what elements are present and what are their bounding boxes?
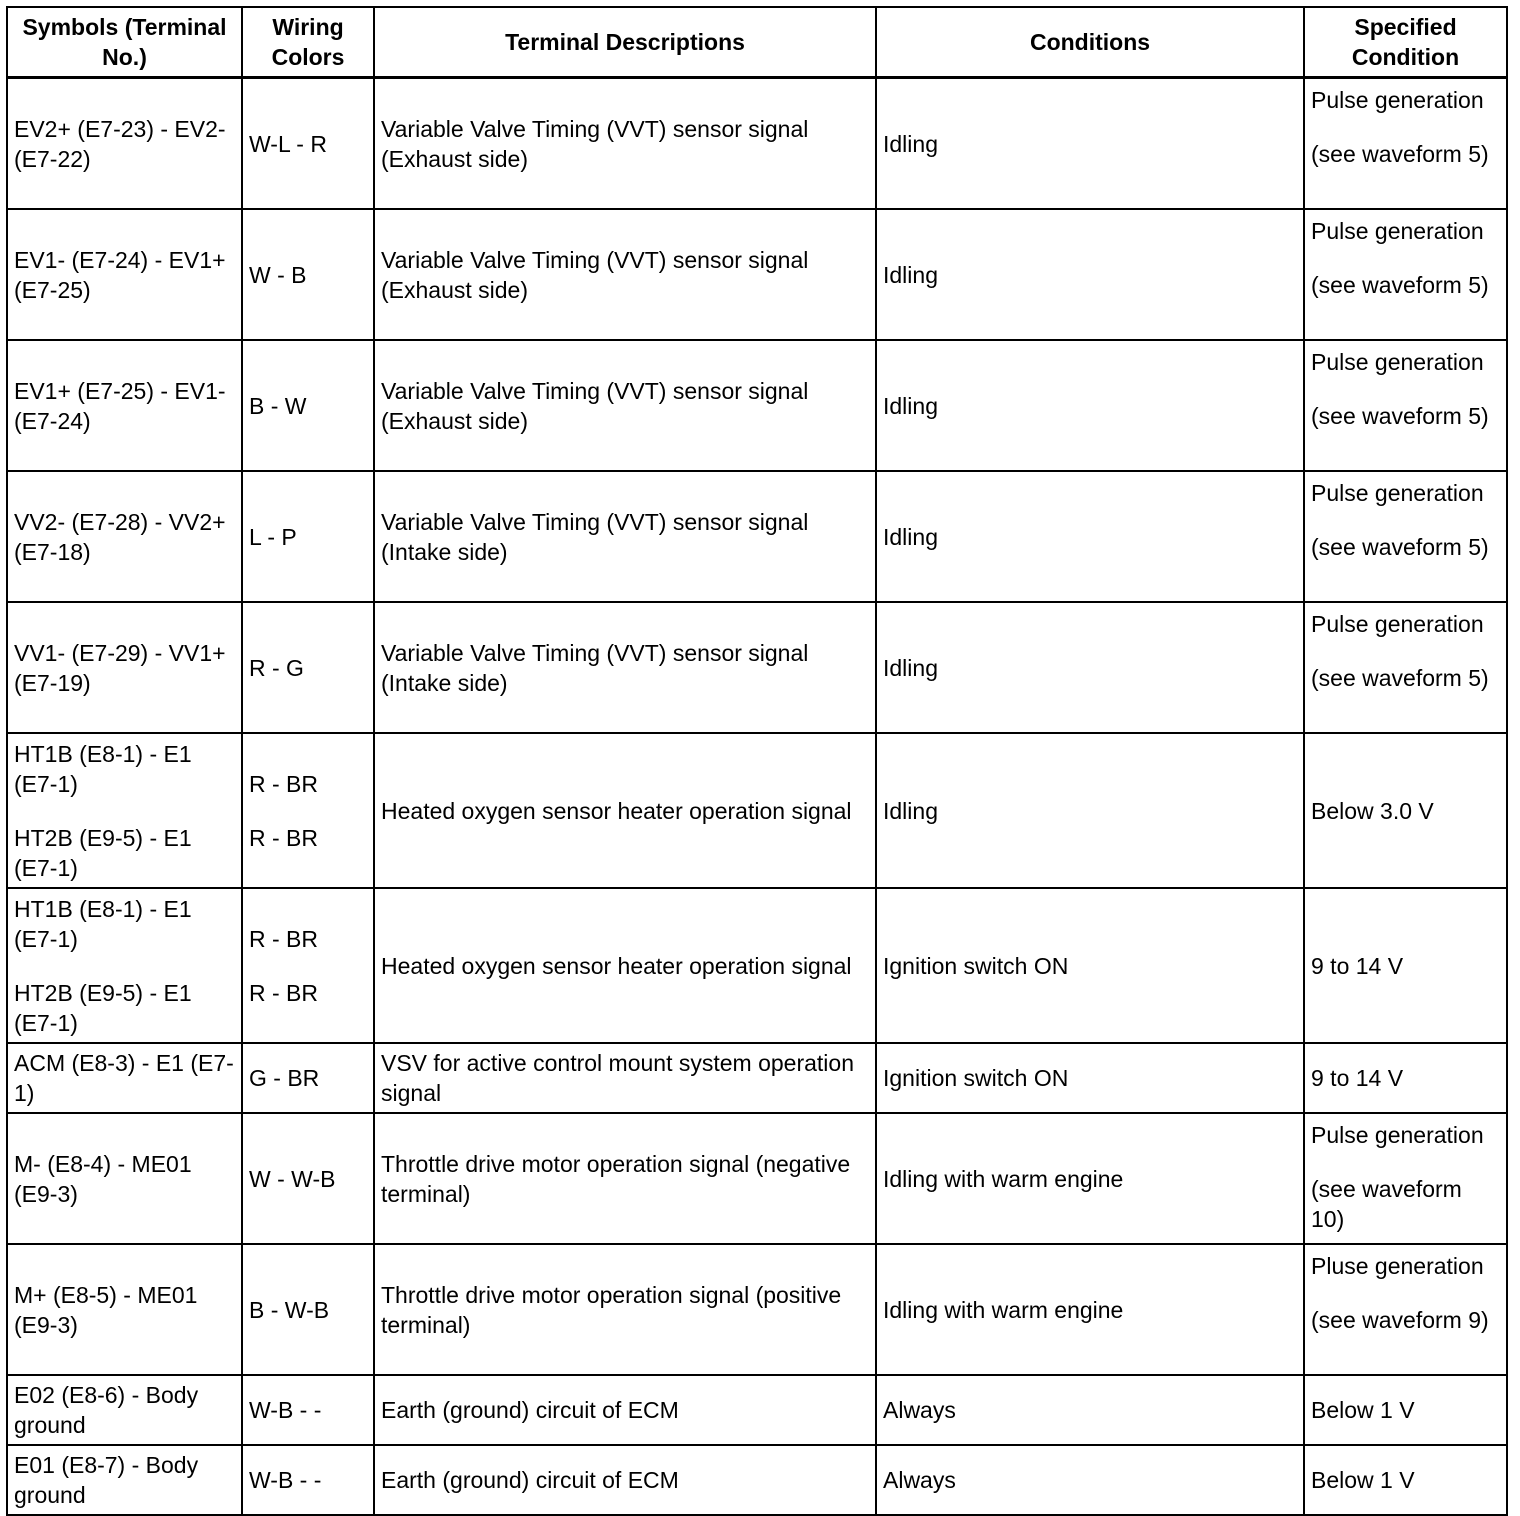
symbol-line: HT1B (E8-1) - E1 (E7-1): [14, 895, 192, 952]
spec-main: Pluse generation: [1311, 1253, 1484, 1279]
wiring-line: R - BR: [249, 925, 318, 952]
description-cell: Heated oxygen sensor heater operation signal: [374, 733, 876, 888]
wiring-cell: W - B: [242, 209, 374, 340]
description-cell: Throttle drive motor operation signal (positive terminal): [374, 1244, 876, 1375]
header-symbols: Symbols (Terminal No.): [7, 7, 242, 78]
spec-note: (see waveform 5): [1311, 403, 1489, 429]
wiring-cell: R - G: [242, 602, 374, 733]
spec-main: Pulse generation: [1311, 87, 1484, 113]
wiring-cell: [242, 733, 374, 888]
table-row: [7, 1445, 1507, 1515]
spec-main: Pulse generation: [1311, 611, 1484, 637]
symbol-cell: [7, 733, 242, 888]
spec-cell: [1304, 340, 1507, 471]
table-row: [7, 1043, 1507, 1113]
description-cell: Variable Valve Timing (VVT) sensor signal (Exhaust side): [374, 78, 876, 210]
symbol-line: HT1B (E8-1) - E1 (E7-1): [14, 740, 192, 797]
spec-note: (see waveform 10): [1311, 1176, 1462, 1232]
wiring-cell: G - BR: [242, 1043, 374, 1113]
wiring-cell: W-B - -: [242, 1445, 374, 1515]
description-cell: Variable Valve Timing (VVT) sensor signal (Intake side): [374, 602, 876, 733]
description-cell: Variable Valve Timing (VVT) sensor signal (Exhaust side): [374, 340, 876, 471]
wiring-line: R - BR: [249, 770, 318, 797]
spec-cell: [1304, 78, 1507, 210]
wiring-cell: W-L - R: [242, 78, 374, 210]
condition-cell: Idling: [876, 209, 1304, 340]
condition-cell: Idling with warm engine: [876, 1113, 1304, 1244]
table-row: [7, 888, 1507, 1043]
condition-cell: Idling: [876, 78, 1304, 210]
wiring-cell: W-B - -: [242, 1375, 374, 1445]
condition-cell: Ignition switch ON: [876, 1043, 1304, 1113]
description-cell: Earth (ground) circuit of ECM: [374, 1445, 876, 1515]
condition-cell: Ignition switch ON: [876, 888, 1304, 1043]
table-row: [7, 1375, 1507, 1445]
symbol-cell: VV2- (E7-28) - VV2+ (E7-18): [7, 471, 242, 602]
wiring-cell: B - W-B: [242, 1244, 374, 1375]
spec-cell: [1304, 1113, 1507, 1244]
description-cell: Heated oxygen sensor heater operation signal: [374, 888, 876, 1043]
symbol-line: HT2B (E9-5) - E1 (E7-1): [14, 824, 192, 881]
condition-cell: Always: [876, 1445, 1304, 1515]
header-conditions: Conditions: [876, 7, 1304, 78]
spec-main: Pulse generation: [1311, 1122, 1484, 1148]
symbol-cell: VV1- (E7-29) - VV1+ (E7-19): [7, 602, 242, 733]
spec-cell: [1304, 471, 1507, 602]
description-cell: VSV for active control mount system operation signal: [374, 1043, 876, 1113]
description-cell: Throttle drive motor operation signal (negative terminal): [374, 1113, 876, 1244]
wiring-line: R - BR: [249, 824, 318, 851]
symbol-cell: M- (E8-4) - ME01 (E9-3): [7, 1113, 242, 1244]
spec-note: (see waveform 5): [1311, 272, 1489, 298]
wiring-cell: L - P: [242, 471, 374, 602]
description-cell: Variable Valve Timing (VVT) sensor signal (Intake side): [374, 471, 876, 602]
spec-main: Pulse generation: [1311, 349, 1484, 375]
spec-note: (see waveform 5): [1311, 534, 1489, 560]
condition-cell: Idling: [876, 340, 1304, 471]
table-row: [7, 78, 1507, 210]
spec-note: (see waveform 5): [1311, 141, 1489, 167]
symbol-cell: E01 (E8-7) - Body ground: [7, 1445, 242, 1515]
description-cell: Earth (ground) circuit of ECM: [374, 1375, 876, 1445]
table-row: [7, 209, 1507, 340]
wiring-cell: [242, 888, 374, 1043]
wiring-cell: W - W-B: [242, 1113, 374, 1244]
spec-cell: [1304, 602, 1507, 733]
spec-main: Pulse generation: [1311, 218, 1484, 244]
symbol-cell: EV2+ (E7-23) - EV2- (E7-22): [7, 78, 242, 210]
symbol-cell: M+ (E8-5) - ME01 (E9-3): [7, 1244, 242, 1375]
spec-cell: [1304, 1244, 1507, 1375]
condition-cell: Idling with warm engine: [876, 1244, 1304, 1375]
spec-cell: Below 1 V: [1304, 1375, 1507, 1445]
symbol-cell: [7, 888, 242, 1043]
spec-cell: Below 3.0 V: [1304, 733, 1507, 888]
symbol-cell: EV1+ (E7-25) - EV1- (E7-24): [7, 340, 242, 471]
symbol-cell: EV1- (E7-24) - EV1+ (E7-25): [7, 209, 242, 340]
table-row: [7, 733, 1507, 888]
symbol-cell: ACM (E8-3) - E1 (E7-1): [7, 1043, 242, 1113]
condition-cell: Idling: [876, 471, 1304, 602]
terminal-table: [6, 6, 1508, 1516]
header-row: [7, 7, 1507, 78]
condition-cell: Idling: [876, 602, 1304, 733]
symbol-line: HT2B (E9-5) - E1 (E7-1): [14, 979, 192, 1036]
header-specified-condition: Specified Condition: [1304, 7, 1507, 78]
table-row: [7, 1113, 1507, 1244]
spec-cell: 9 to 14 V: [1304, 1043, 1507, 1113]
table-row: [7, 340, 1507, 471]
spec-cell: 9 to 14 V: [1304, 888, 1507, 1043]
table-row: [7, 1244, 1507, 1375]
header-wiring-colors: Wiring Colors: [242, 7, 374, 78]
spec-note: (see waveform 5): [1311, 665, 1489, 691]
table-row: [7, 602, 1507, 733]
spec-cell: Below 1 V: [1304, 1445, 1507, 1515]
header-terminal-descriptions: Terminal Descriptions: [374, 7, 876, 78]
condition-cell: Always: [876, 1375, 1304, 1445]
spec-note: (see waveform 9): [1311, 1307, 1489, 1333]
symbol-cell: E02 (E8-6) - Body ground: [7, 1375, 242, 1445]
wiring-line: R - BR: [249, 979, 318, 1006]
condition-cell: Idling: [876, 733, 1304, 888]
wiring-cell: B - W: [242, 340, 374, 471]
description-cell: Variable Valve Timing (VVT) sensor signal (Exhaust side): [374, 209, 876, 340]
spec-main: Pulse generation: [1311, 480, 1484, 506]
spec-cell: [1304, 209, 1507, 340]
table-row: [7, 471, 1507, 602]
